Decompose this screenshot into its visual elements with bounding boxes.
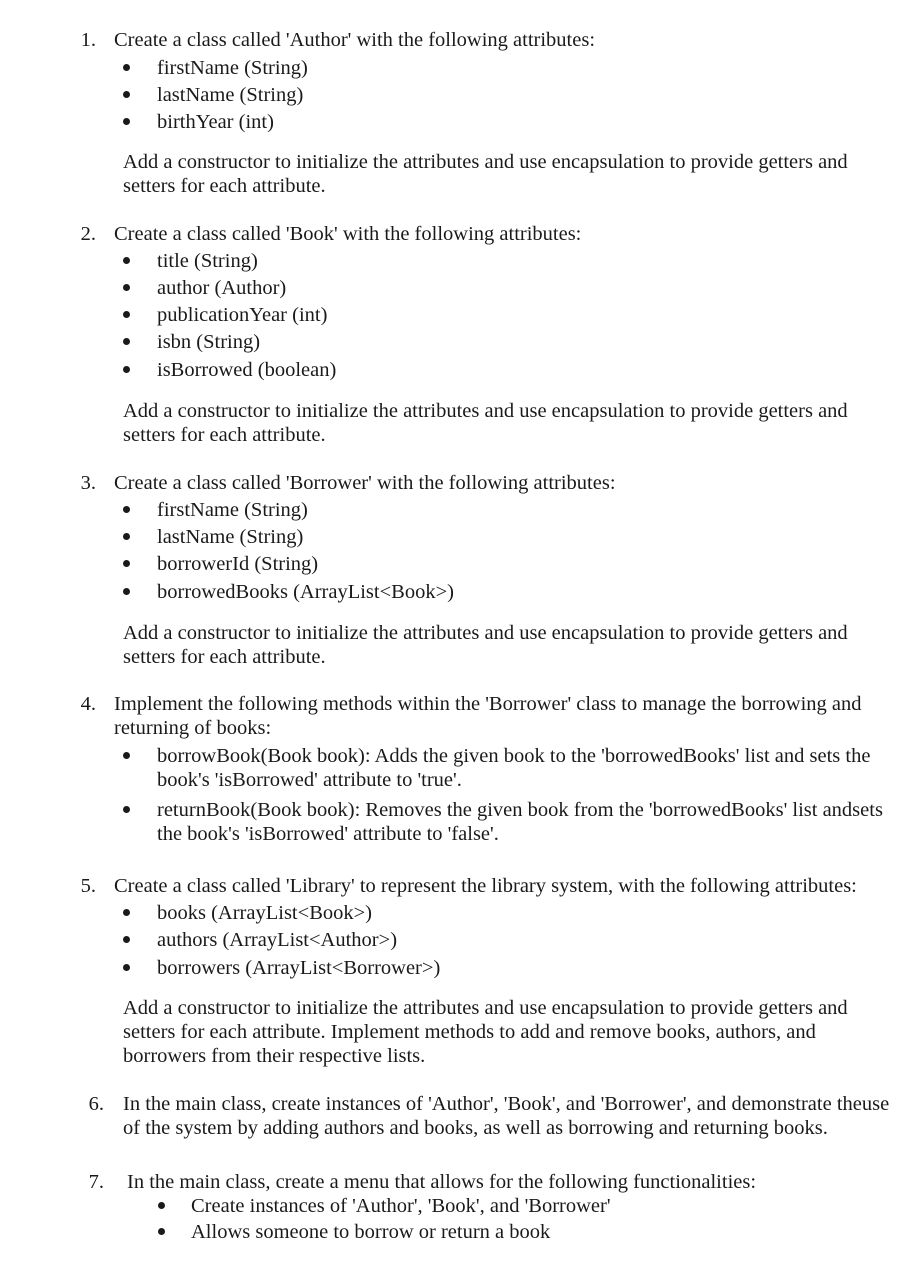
- bullet-icon: [123, 284, 130, 291]
- paragraph-line: setters for each attribute.: [123, 175, 326, 197]
- list-item: firstName (String): [157, 499, 308, 521]
- bullet-icon: [158, 1202, 165, 1209]
- list-item: isbn (String): [157, 331, 261, 353]
- list-item: birthYear (int): [157, 111, 274, 133]
- paragraph-line: Add a constructor to initialize the attributes and use encapsulation to provide getters and: [123, 400, 848, 422]
- list-item: Create instances of 'Author', 'Book', and 'Borrower': [191, 1195, 611, 1217]
- item-heading: of the system by adding authors and books, as well as borrowing and returning books.: [123, 1117, 828, 1139]
- list-item: returnBook(Book book): Removes the given book from the 'borrowedBooks' list andsets: [157, 799, 883, 821]
- list-item: isBorrowed (boolean): [157, 359, 337, 381]
- bullet-icon: [123, 752, 130, 759]
- list-item: borrowers (ArrayList<Borrower>): [157, 957, 441, 979]
- list-item: lastName (String): [157, 526, 304, 548]
- list-item: Allows someone to borrow or return a book: [191, 1221, 551, 1243]
- bullet-icon: [123, 533, 130, 540]
- bullet-icon: [123, 311, 130, 318]
- paragraph-line: borrowers from their respective lists.: [123, 1045, 426, 1067]
- list-item: lastName (String): [157, 84, 304, 106]
- list-item: borrowerId (String): [157, 553, 319, 575]
- item-heading: Create a class called 'Book' with the following attributes:: [114, 223, 582, 245]
- paragraph-line: setters for each attribute.: [123, 424, 326, 446]
- bullet-icon: [123, 257, 130, 264]
- item-heading: In the main class, create instances of 'Author', 'Book', and 'Borrower', and demonstrate theuse: [123, 1093, 890, 1115]
- item-heading: In the main class, create a menu that allows for the following functionalities:: [127, 1171, 757, 1193]
- item-number: 7.: [88, 1171, 104, 1193]
- list-item: title (String): [157, 250, 258, 272]
- paragraph-line: setters for each attribute.: [123, 646, 326, 668]
- list-item: authors (ArrayList<Author>): [157, 929, 398, 951]
- bullet-icon: [123, 64, 130, 71]
- list-item: book's 'isBorrowed' attribute to 'true'.: [157, 769, 462, 791]
- list-item: borrowedBooks (ArrayList<Book>): [157, 581, 454, 603]
- item-number: 1.: [80, 29, 96, 51]
- item-heading: Implement the following methods within the 'Borrower' class to manage the borrowing and: [114, 693, 862, 715]
- item-number: 2.: [80, 223, 96, 245]
- list-item: books (ArrayList<Book>): [157, 902, 372, 924]
- paragraph-line: Add a constructor to initialize the attributes and use encapsulation to provide getters and: [123, 622, 848, 644]
- bullet-icon: [123, 118, 130, 125]
- list-item: borrowBook(Book book): Adds the given book to the 'borrowedBooks' list and sets the: [157, 745, 871, 767]
- bullet-icon: [123, 964, 130, 971]
- list-item: author (Author): [157, 277, 287, 299]
- bullet-icon: [123, 338, 130, 345]
- bullet-icon: [123, 506, 130, 513]
- item-heading: Create a class called 'Library' to represent the library system, with the following attributes:: [114, 875, 857, 897]
- bullet-icon: [123, 588, 130, 595]
- item-number: 3.: [80, 472, 96, 494]
- paragraph-line: setters for each attribute. Implement methods to add and remove books, authors, and: [123, 1021, 816, 1043]
- bullet-icon: [123, 91, 130, 98]
- paragraph-line: Add a constructor to initialize the attributes and use encapsulation to provide getters and: [123, 997, 848, 1019]
- list-item: the book's 'isBorrowed' attribute to 'false'.: [157, 823, 499, 845]
- item-number: 5.: [80, 875, 96, 897]
- bullet-icon: [123, 936, 130, 943]
- bullet-icon: [158, 1228, 165, 1235]
- item-heading: returning of books:: [114, 717, 272, 739]
- list-item: firstName (String): [157, 57, 308, 79]
- bullet-icon: [123, 909, 130, 916]
- bullet-icon: [123, 560, 130, 567]
- paragraph-line: Add a constructor to initialize the attributes and use encapsulation to provide getters and: [123, 151, 848, 173]
- bullet-icon: [123, 366, 130, 373]
- item-heading: Create a class called 'Borrower' with the following attributes:: [114, 472, 616, 494]
- item-heading: Create a class called 'Author' with the following attributes:: [114, 29, 596, 51]
- list-item: publicationYear (int): [157, 304, 328, 326]
- bullet-icon: [123, 806, 130, 813]
- item-number: 6.: [88, 1093, 104, 1115]
- item-number: 4.: [80, 693, 96, 715]
